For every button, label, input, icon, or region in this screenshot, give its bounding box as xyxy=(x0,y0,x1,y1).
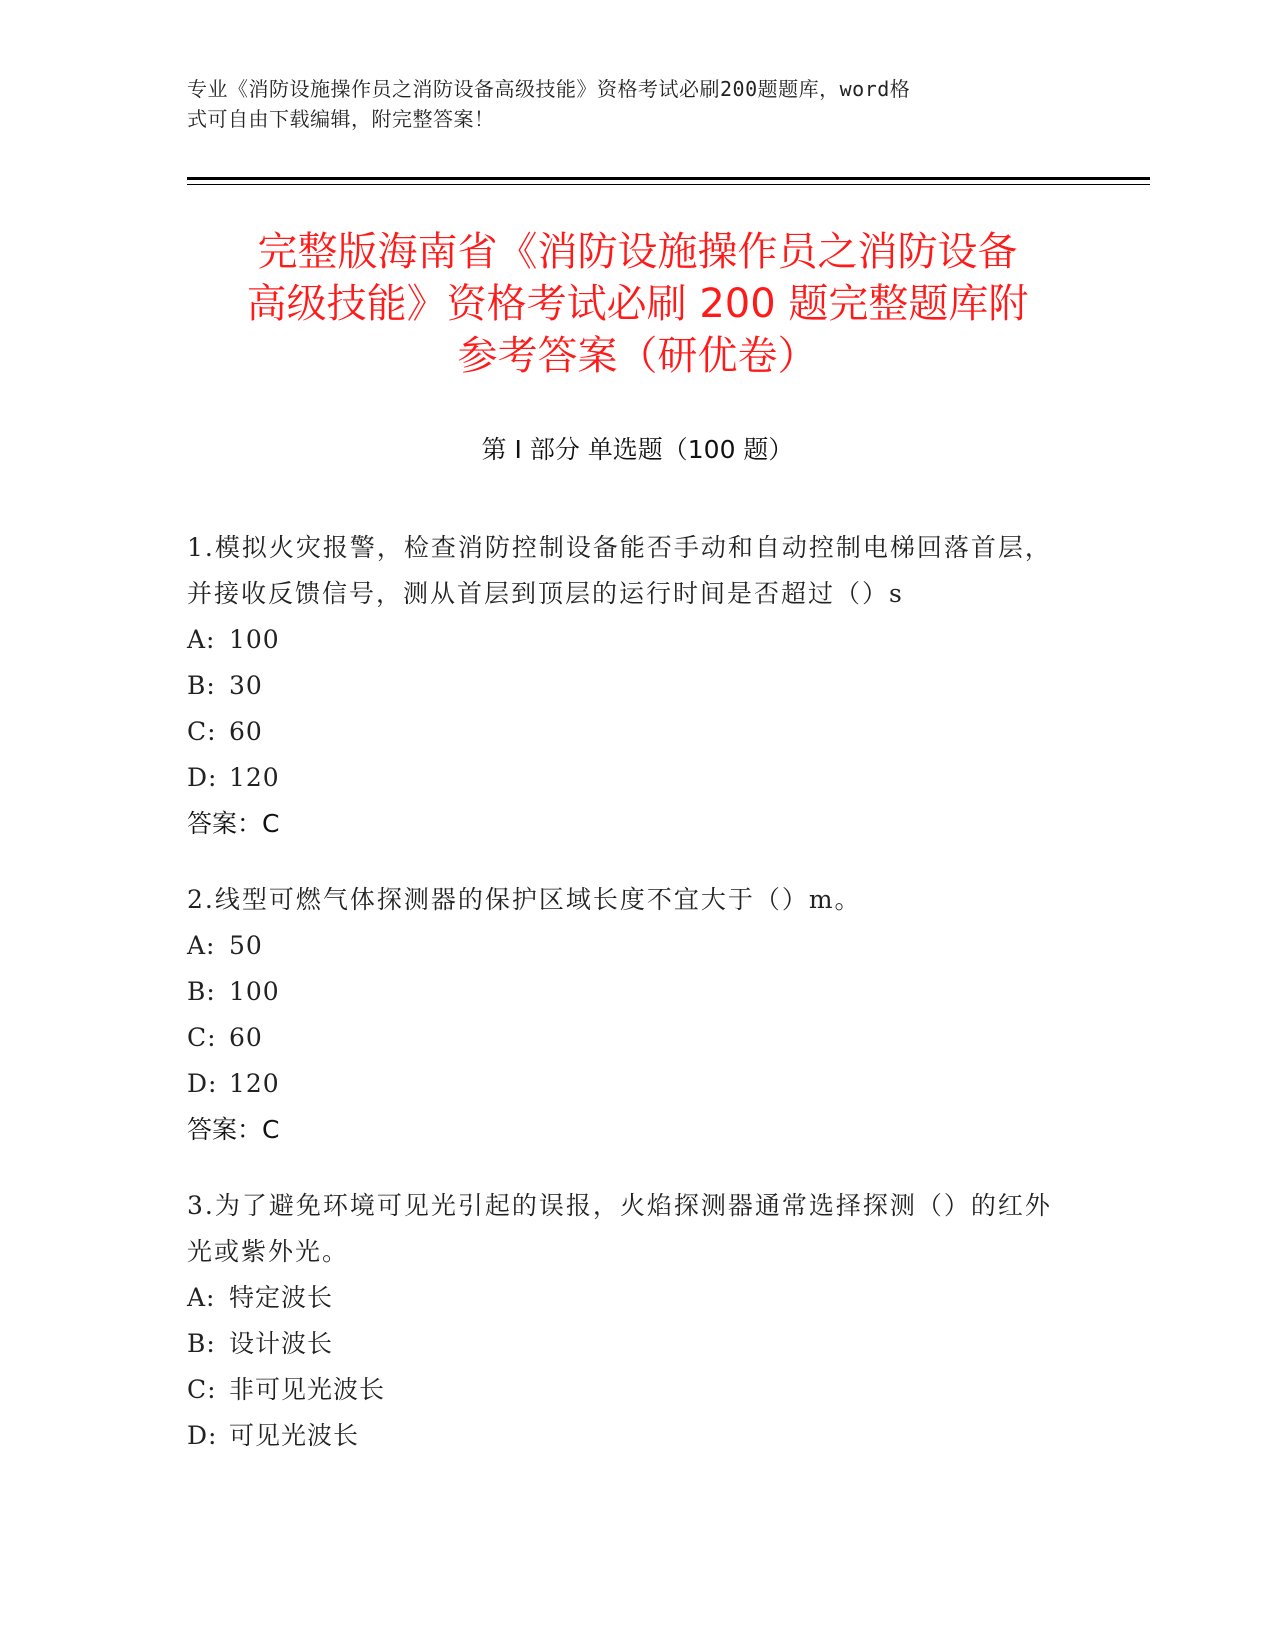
option-letter: D: xyxy=(187,1069,218,1098)
option-letter: D: xyxy=(187,1421,218,1450)
option-text: 可见光波长 xyxy=(229,1421,360,1450)
option-letter: A: xyxy=(187,1283,216,1312)
option-letter: C: xyxy=(187,1375,217,1404)
title-line-2: 高级技能》资格考试必刷 200 题完整题库附 xyxy=(246,281,1029,327)
option-c xyxy=(187,1367,1067,1413)
option-letter: C: xyxy=(187,1023,217,1052)
section-heading: 第 I 部分 单选题（100 题） xyxy=(481,435,794,464)
option-b xyxy=(187,1321,1067,1367)
header-divider-thin xyxy=(187,184,1150,185)
header-divider-thick xyxy=(187,177,1150,180)
option-d xyxy=(187,755,1067,801)
option-text: 非可见光波长 xyxy=(229,1375,386,1404)
title-line-3: 参考答案（研优卷） xyxy=(457,333,818,379)
option-text: 100 xyxy=(229,977,280,1006)
title-line-1: 完整版海南省《消防设施操作员之消防设备 xyxy=(257,229,1018,275)
option-a xyxy=(187,1275,1067,1321)
option-text: 设计波长 xyxy=(229,1329,334,1358)
option-b xyxy=(187,969,1067,1015)
option-a xyxy=(187,617,1067,663)
option-text: 60 xyxy=(229,717,263,746)
option-letter: B: xyxy=(187,977,216,1006)
option-letter: B: xyxy=(187,1329,216,1358)
option-letter: D: xyxy=(187,763,218,792)
option-text: 120 xyxy=(229,1069,280,1098)
question-item xyxy=(187,1183,1067,1459)
option-c xyxy=(187,709,1067,755)
document-title xyxy=(150,226,1125,382)
header-note xyxy=(187,74,1087,134)
option-text: 50 xyxy=(229,931,263,960)
question-stem: 1.模拟火灾报警，检查消防控制设备能否手动和自动控制电梯回落首层，并接收反馈信号，测从首层到顶层的运行时间是否超过（）s xyxy=(187,533,1052,608)
option-letter: B: xyxy=(187,671,216,700)
answer-line: 答案：C xyxy=(187,809,280,838)
option-letter: A: xyxy=(187,931,216,960)
question-stem: 3.为了避免环境可见光引起的误报，火焰探测器通常选择探测（）的红外光或紫外光。 xyxy=(187,1191,1052,1266)
option-a xyxy=(187,923,1067,969)
question-list xyxy=(187,525,1067,1489)
option-d xyxy=(187,1061,1067,1107)
question-stem: 2.线型可燃气体探测器的保护区域长度不宜大于（）m。 xyxy=(187,885,862,914)
answer-line: 答案：C xyxy=(187,1115,280,1144)
question-item xyxy=(187,525,1067,847)
option-c xyxy=(187,1015,1067,1061)
option-text: 120 xyxy=(229,763,280,792)
question-item xyxy=(187,877,1067,1153)
option-letter: A: xyxy=(187,625,216,654)
option-text: 30 xyxy=(229,671,263,700)
option-text: 60 xyxy=(229,1023,263,1052)
option-text: 特定波长 xyxy=(229,1283,334,1312)
option-letter: C: xyxy=(187,717,217,746)
header-note-line-1: 专业《消防设施操作员之消防设备高级技能》资格考试必刷200题题库，word格 xyxy=(187,77,911,101)
option-text: 100 xyxy=(229,625,280,654)
option-d xyxy=(187,1413,1067,1459)
header-note-line-2: 式可自由下载编辑，附完整答案！ xyxy=(187,107,495,131)
option-b xyxy=(187,663,1067,709)
